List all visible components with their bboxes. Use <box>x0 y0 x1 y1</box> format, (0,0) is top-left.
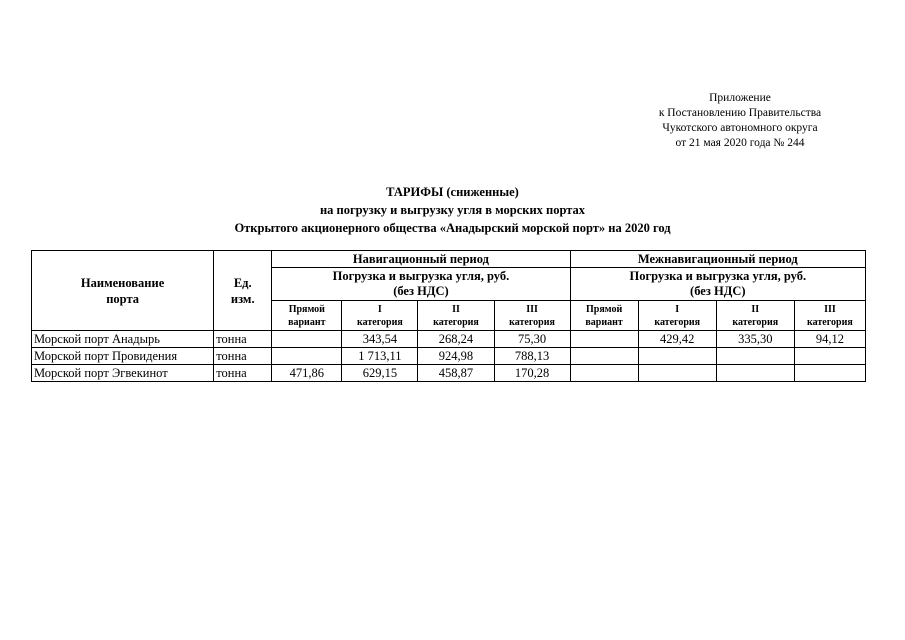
port-name-cell: Морской порт Эгвекинот <box>32 365 214 382</box>
value-cell: 94,12 <box>794 331 865 348</box>
period-header-navigation: Навигационный период <box>272 251 570 268</box>
category-text: III <box>824 303 836 315</box>
header-text: Ед. <box>233 275 252 290</box>
subheader-text: Погрузка и выгрузка угля, руб. <box>629 269 807 283</box>
value-cell: 458,87 <box>418 365 494 382</box>
category-header-1 <box>638 301 716 331</box>
category-text: III <box>526 303 538 315</box>
value-cell: 429,42 <box>638 331 716 348</box>
category-header-3 <box>494 301 570 331</box>
category-header-direct <box>272 301 342 331</box>
header-text: Наименование <box>80 275 165 290</box>
port-name-cell: Морской порт Анадырь <box>32 331 214 348</box>
title-line: ТАРИФЫ (сниженные) <box>386 185 519 199</box>
value-cell <box>794 348 865 365</box>
unit-cell: тонна <box>214 365 272 382</box>
table-row <box>32 348 866 365</box>
appendix-line: Чукотского автономного округа <box>662 122 818 134</box>
port-name-cell: Морской порт Провидения <box>32 348 214 365</box>
category-text: категория <box>433 316 479 328</box>
header-text: изм. <box>230 291 255 306</box>
value-cell <box>272 348 342 365</box>
title-line: Открытого акционерного общества «Анадырский морской порт» на 2020 год <box>234 221 671 235</box>
value-cell <box>716 365 794 382</box>
unit-cell: тонна <box>214 331 272 348</box>
column-header-unit <box>214 251 272 331</box>
value-cell: 343,54 <box>342 331 418 348</box>
category-header-2 <box>716 301 794 331</box>
value-cell: 629,15 <box>342 365 418 382</box>
category-text: Прямой <box>586 303 623 315</box>
category-header-direct <box>570 301 638 331</box>
category-text: I <box>675 303 680 315</box>
category-text: категория <box>509 316 555 328</box>
value-cell: 335,30 <box>716 331 794 348</box>
subheader-internavigation <box>570 268 865 301</box>
value-cell: 788,13 <box>494 348 570 365</box>
category-text: категория <box>807 316 853 328</box>
value-cell: 75,30 <box>494 331 570 348</box>
value-cell: 268,24 <box>418 331 494 348</box>
document-title <box>0 183 905 237</box>
subheader-text: (без НДС) <box>393 284 449 298</box>
value-cell <box>570 365 638 382</box>
subheader-text: (без НДС) <box>690 284 746 298</box>
appendix-line: от 21 мая 2020 года № 244 <box>675 137 805 149</box>
value-cell: 471,86 <box>272 365 342 382</box>
category-text: Прямой <box>288 303 325 315</box>
value-cell: 924,98 <box>418 348 494 365</box>
header-text: порта <box>106 291 139 306</box>
column-header-port-name <box>32 251 214 331</box>
subheader-text: Погрузка и выгрузка угля, руб. <box>332 269 510 283</box>
table-row <box>32 365 866 382</box>
subheader-navigation <box>272 268 570 301</box>
table-row <box>32 331 866 348</box>
value-cell <box>638 348 716 365</box>
value-cell <box>570 348 638 365</box>
category-text: вариант <box>585 316 623 328</box>
value-cell <box>638 365 716 382</box>
appendix-line: к Постановлению Правительства <box>658 107 822 119</box>
category-header-1 <box>342 301 418 331</box>
value-cell: 170,28 <box>494 365 570 382</box>
title-line: на погрузку и выгрузку угля в морских портах <box>319 203 586 217</box>
category-header-3 <box>794 301 865 331</box>
value-cell <box>272 331 342 348</box>
unit-cell: тонна <box>214 348 272 365</box>
category-text: категория <box>732 316 779 328</box>
value-cell <box>570 331 638 348</box>
category-text: вариант <box>288 316 326 328</box>
category-text: I <box>377 303 382 315</box>
category-header-2 <box>418 301 494 331</box>
value-cell <box>716 348 794 365</box>
category-text: II <box>751 303 760 315</box>
period-header-internavigation: Межнавигационный период <box>570 251 865 268</box>
category-text: II <box>452 303 460 315</box>
appendix-line: Приложение <box>709 92 771 104</box>
category-text: категория <box>654 316 701 328</box>
category-text: категория <box>357 316 403 328</box>
value-cell <box>794 365 865 382</box>
value-cell: 1 713,11 <box>342 348 418 365</box>
tariffs-table <box>31 250 866 382</box>
appendix-block <box>640 91 840 151</box>
